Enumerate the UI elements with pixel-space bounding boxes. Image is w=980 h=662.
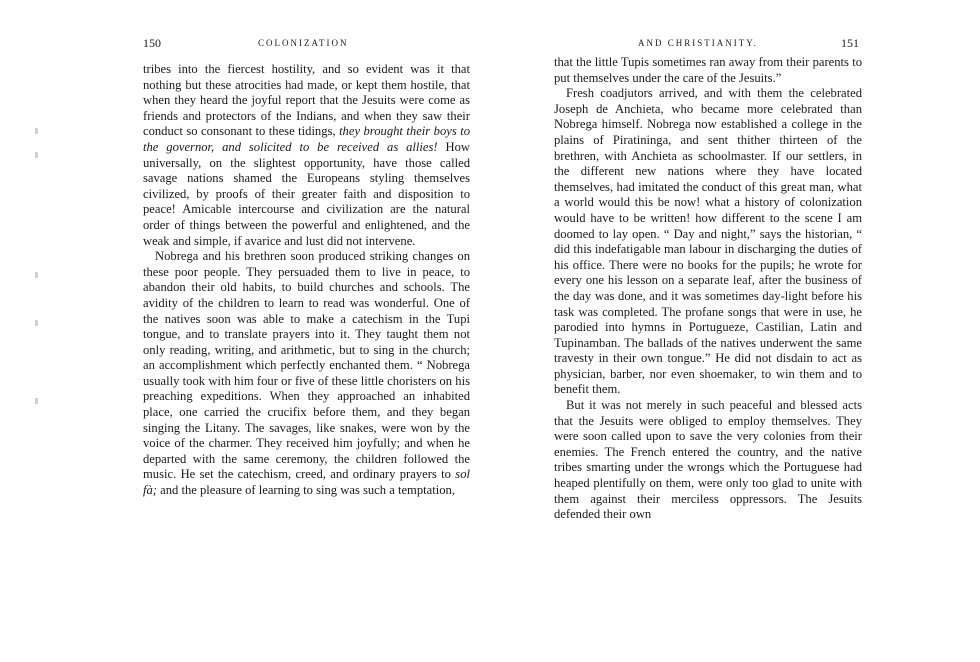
page-number-right: 151: [841, 36, 859, 50]
italic-run: they brought their boys to the governor, and solicited to be received as allies!: [143, 124, 470, 154]
margin-mark: [35, 272, 38, 278]
right-page-body: [554, 55, 862, 523]
text-run: Nobrega and his brethren soon produced striking changes on these poor people. They persuaded them to live in peace, to abandon their old habits, to build churches and schools. The avidity of the children to learn to read was wonderful. One of the natives soon was able to make a catechism in the Tupi tongue, and to translate prayers into it. They taught them not only reading, writing, and arithmetic, but to sing in the church; an accomplishment which perfectly enchanted them. “ Nobrega usually took with him four or five of these little choristers on his preaching expeditions. When they approached an inhabited place, one carried the crucifix before them, and they began singing the Litany. The savages, like snakes, were won by the voice of the charmer. They received him joyfully; and when he departed with the same ceremony, the children followed the music. He set the catechism, creed, and ordinary prayers to: [143, 249, 470, 482]
margin-mark: [35, 128, 38, 134]
paragraph: that the little Tupis sometimes ran away from their parents to put themselves under the care of the Jesuits.”: [554, 55, 862, 85]
text-run: tribes into the fiercest hostility, and so evident was it that nothing but these atrocities had made, or kept them hostile, that when they heard the joyful report that the Jesuits were come as friends and protectors of the Indians, and when they saw their conduct so consonant to these tidings,: [143, 62, 470, 139]
paragraph: [143, 62, 470, 249]
text-run: How universally, on the slightest opportunity, have those called savage nations shamed the Europeans styling themselves civilized, by proofs of their greater faith and disposition to peace! Amicable intercourse and civilization are the natural order of things between the powerful and enlightened, and the weak and simple, if avarice and lust did not intervene.: [143, 139, 470, 248]
left-page-body: [143, 62, 470, 499]
text-run: and the pleasure of learning to sing was such a temptation,: [157, 483, 455, 498]
paragraph: But it was not merely in such peaceful and blessed acts that the Jesuits were obliged to employ themselves. They were soon called upon to save the very colonies from their enemies. The French entered the country, and the native tribes smarting under the wrongs which the Portuguese had heaped plentifully on them, were only too glad to unite with them against their merciless oppressors. The Jesuits defended their own: [554, 398, 862, 522]
margin-mark: [35, 398, 38, 404]
page-number-left: 150: [143, 36, 161, 50]
running-head-right: AND CHRISTIANITY.: [638, 38, 758, 48]
right-page: [490, 0, 980, 662]
italic-run: sol fà;: [143, 467, 470, 498]
paragraph: Fresh coadjutors arrived, and with them the celebrated Joseph de Anchieta, who became more celebrated than Nobrega himself. Nobrega now established a college in the plains of Piratininga, and sent thither thirteen of the brethren, with Anchieta as schoolmaster. If our settlers, in the different new nations where they have located themselves, had imitated the conduct of this great man, what a world would this be now! what a history of colonization would have to be written! how different to the scene I am doomed to lay open. “ Day and night,” says the historian, “ did this indefatigable man labour in discharging the duties of his office. There were no books for the pupils; he wrote for every one his lesson on a separate leaf, after the business of the day was done, and it was sometimes day-light before his task was completed. The profane songs that were in use, he parodied into hymns in Portugueze, Castilian, Latin and Tupinamban. The ballads of the natives underwent the same travesty in their own tongue.” He did not disdain to act as physician, barber, nor even shoemaker, to win them and to benefit them.: [554, 86, 862, 397]
margin-mark: [35, 320, 38, 326]
running-head-left: COLONIZATION: [258, 38, 349, 48]
margin-mark: [35, 152, 38, 158]
paragraph: [143, 249, 470, 499]
